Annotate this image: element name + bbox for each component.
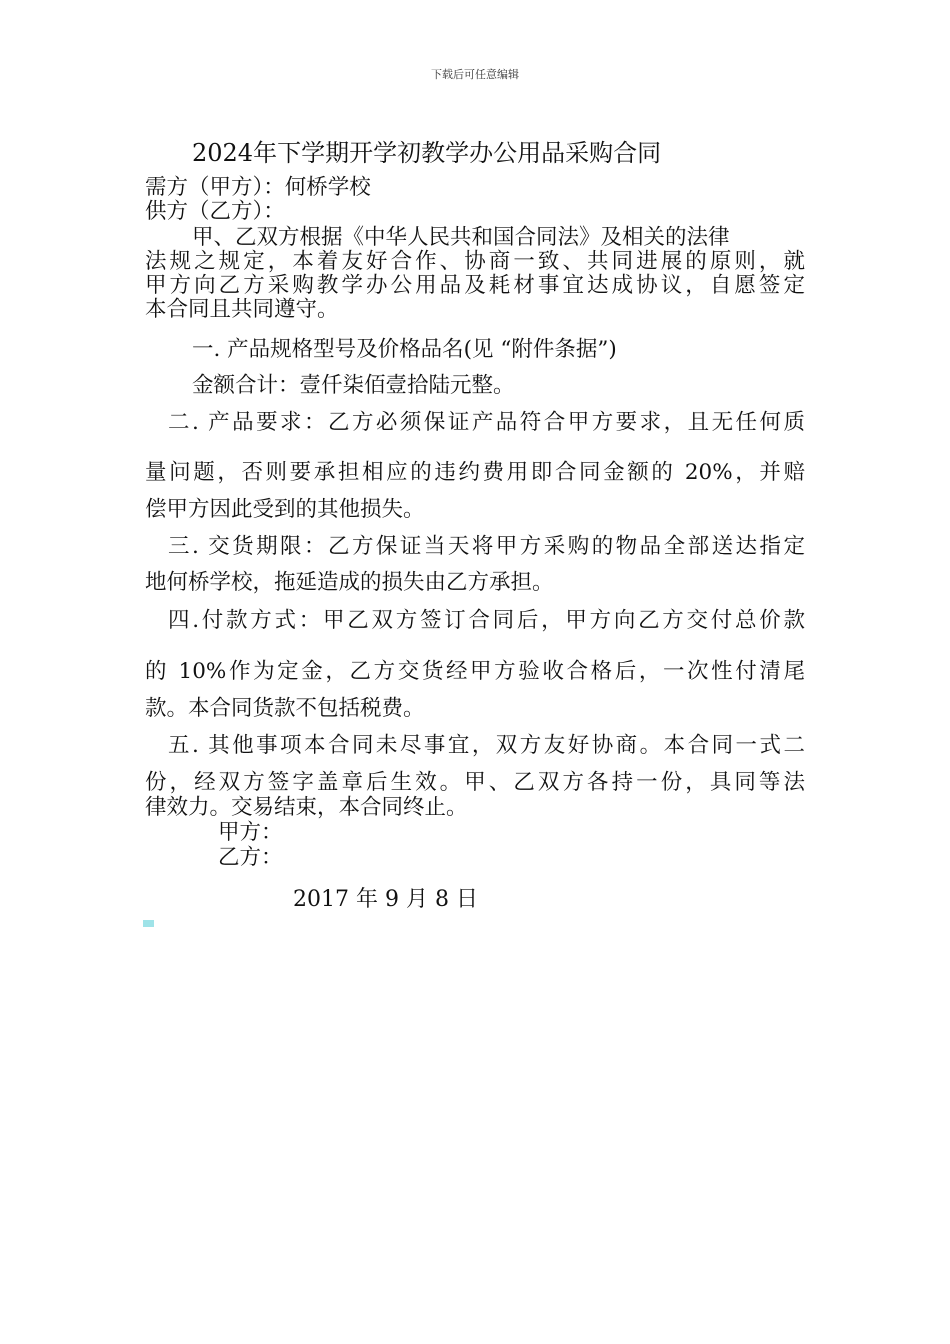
buyer-line: 需方（甲方）：何桥学校: [145, 175, 371, 200]
clause-4-line: 款。本合同货款不包括税费。: [145, 696, 425, 721]
seller-line: 供方（乙方）：: [145, 199, 285, 224]
clause-5-line: 份，经双方签字盖章后生效。甲、乙双方各持一份，具同等法: [145, 770, 805, 795]
clause-5-line: 五. 其他事项本合同未尽事宜，双方友好协商。本合同一式二: [168, 733, 805, 758]
signature-party-a: 甲方：: [218, 820, 283, 845]
clause-4-line: 四.付款方式：甲乙双方签订合同后，甲方向乙方交付总价款: [168, 608, 805, 633]
clause-3-line: 三. 交货期限：乙方保证当天将甲方采购的物品全部送达指定: [168, 534, 805, 559]
clause-3-line: 地何桥学校，拖延造成的损失由乙方承担。: [145, 570, 554, 595]
preamble-line: 法规之规定，本着友好合作、协商一致、共同进展的原则，就: [145, 249, 805, 274]
contract-date: 2017 年 9 月 8 日: [293, 887, 478, 912]
preamble-line: 甲、乙双方根据《中华人民共和国合同法》及相关的法律: [192, 225, 730, 250]
clause-4-line: 的 10%作为定金，乙方交货经甲方验收合格后，一次性付清尾: [145, 659, 805, 684]
text-cursor-marker: [143, 920, 154, 927]
amount-total: 金额合计：壹仟柒佰壹拾陆元整。: [192, 373, 515, 398]
header-note: 下载后可任意编辑: [431, 68, 519, 81]
signature-party-b: 乙方：: [218, 845, 283, 870]
clause-2-line: 偿甲方因此受到的其他损失。: [145, 497, 425, 522]
clause-2-line: 二. 产品要求：乙方必须保证产品符合甲方要求，且无任何质: [168, 410, 805, 435]
clause-5-line: 律效力。交易结束，本合同终止。: [145, 795, 468, 820]
clause-1: 一. 产品规格型号及价格品名(见 “附件条据”): [192, 337, 617, 362]
clause-2-line: 量问题，否则要承担相应的违约费用即合同金额的 20%，并赔: [145, 460, 805, 485]
preamble-line: 本合同且共同遵守。: [145, 297, 339, 322]
document-title: 2024年下学期开学初教学办公用品采购合同: [192, 139, 662, 167]
preamble-line: 甲方向乙方采购教学办公用品及耗材事宜达成协议，自愿签定: [145, 273, 805, 298]
